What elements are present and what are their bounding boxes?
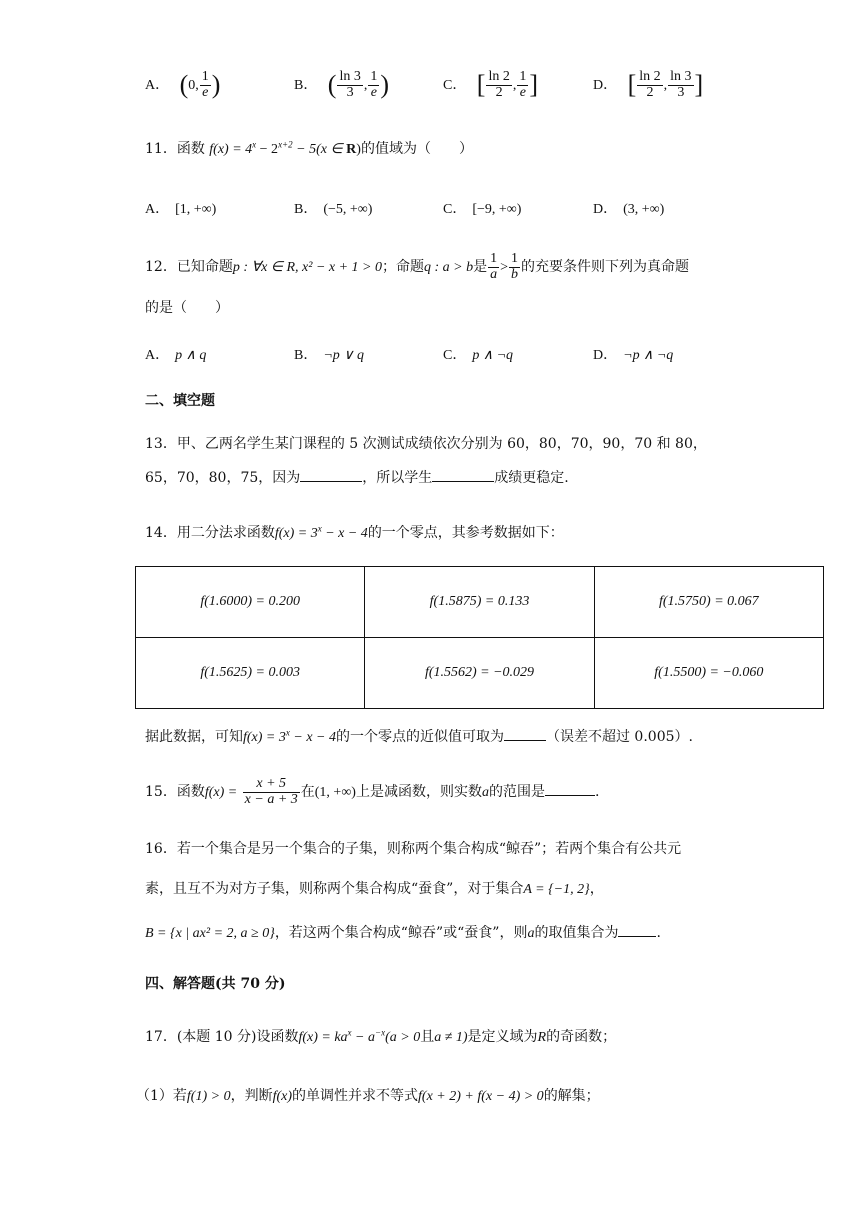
- section-heading-fill-in: 二、填空题: [145, 393, 215, 409]
- question-11: 11．函数 $f(x) = 4^x - 2^{x+2} - 5(x$ ∈ R)的值域为（ ）: [145, 139, 473, 157]
- table-cell: f(1.5500) = −0.060: [594, 638, 823, 709]
- answer-blank: [300, 469, 362, 482]
- q11-option-c: C． [−9, +∞): [443, 202, 522, 217]
- table-cell: f(1.5562) = −0.029: [365, 638, 594, 709]
- table-cell: f(1.5875) = 0.133: [365, 567, 594, 638]
- section-heading-answer: 四、解答题(共 70 分): [145, 976, 286, 992]
- question-16-line1: 16．若一个集合是另一个集合的子集，则称两个集合构成“鲸吞”；若两个集合有公共元: [145, 841, 682, 857]
- q12-option-a: A． p ∧ q: [145, 348, 207, 363]
- question-16-line3: B = {x | ax² = 2, a ≥ 0}，若这两个集合构成“鲸吞”或“蚕食”，则a的取值集合为 .: [145, 925, 661, 941]
- answer-blank: [504, 728, 546, 741]
- table-row: [136, 567, 824, 638]
- q10-option-a: A． (0, $\frac{1}{e}$ ): [145, 69, 221, 100]
- answer-blank: [545, 783, 595, 796]
- question-16-line2: 素，且互不为对方子集，则称两个集合构成“蚕食”，对于集合A = {−1, 2}，: [145, 881, 604, 897]
- answer-blank: [432, 469, 494, 482]
- question-12: 12．已知命题p : ∀x ∈ R, x² − x + 1 > 0；命题q : a > b是 $\frac{1}{a}$ > $\frac{1}{b}$ 的充要条件则下列为真命题: [145, 251, 690, 282]
- q10-option-d: D． [ $\frac{\ln 2}{2}$ , $\frac{\ln 3}{3}$ ]: [593, 69, 704, 100]
- q12-option-d: D． ¬p ∧ ¬q: [593, 348, 674, 363]
- question-13-line2: 65，70，80，75，因为 ，所以学生 成绩更稳定.: [145, 470, 569, 486]
- answer-blank: [618, 924, 656, 937]
- q10-option-b: B． ( $\frac{\ln 3}{3}$ , $\frac{1}{e}$ ): [294, 69, 390, 100]
- table-row: [136, 638, 824, 709]
- table-cell: f(1.5750) = 0.067: [594, 567, 823, 638]
- q12-option-b: B． ¬p ∨ q: [294, 348, 365, 363]
- q12-option-c: C． p ∧ ¬q: [443, 348, 514, 363]
- question-13-line1: 13．甲、乙两名学生某门课程的 5 次测试成绩依次分别为 60，80，70，90，70 和 80，: [145, 436, 707, 452]
- q11-option-b: B． (−5, +∞): [294, 202, 373, 217]
- q11-option-a: A． [1, +∞): [145, 202, 217, 217]
- question-17: 17．(本题 10 分)设函数$f(x) = ka^x - a^{-x}(a > 0$且a ≠ 1)是定义域为R的奇函数；: [145, 1027, 617, 1045]
- q10-option-c: C． [ $\frac{\ln 2}{2}$ , $\frac{1}{e}$ ]: [443, 69, 539, 100]
- question-15: 15．函数f(x) = $\frac{x + 5}{x - a + 3}$ 在(1, +∞)上是减函数，则实数a的范围是 .: [145, 776, 600, 807]
- question-14-followup: 据此数据，可知$f(x) = 3^x - x - 4$的一个零点的近似值可取为 （误差不超过 0.005）.: [145, 727, 693, 745]
- table-cell: f(1.5625) = 0.003: [136, 638, 365, 709]
- q11-option-d: D． (3, +∞): [593, 202, 665, 217]
- question-17-part1: （1）若f(1) > 0，判断f(x)的单调性并求不等式f(x + 2) + f(x − 4) > 0的解集；: [136, 1088, 600, 1104]
- reference-data-table: [135, 566, 824, 709]
- question-12-line2: 的是（ ）: [145, 300, 229, 316]
- question-14: 14．用二分法求函数$f(x) = 3^x - x - 4$的一个零点，其参考数据如下：: [145, 523, 564, 541]
- table-cell: f(1.6000) = 0.200: [136, 567, 365, 638]
